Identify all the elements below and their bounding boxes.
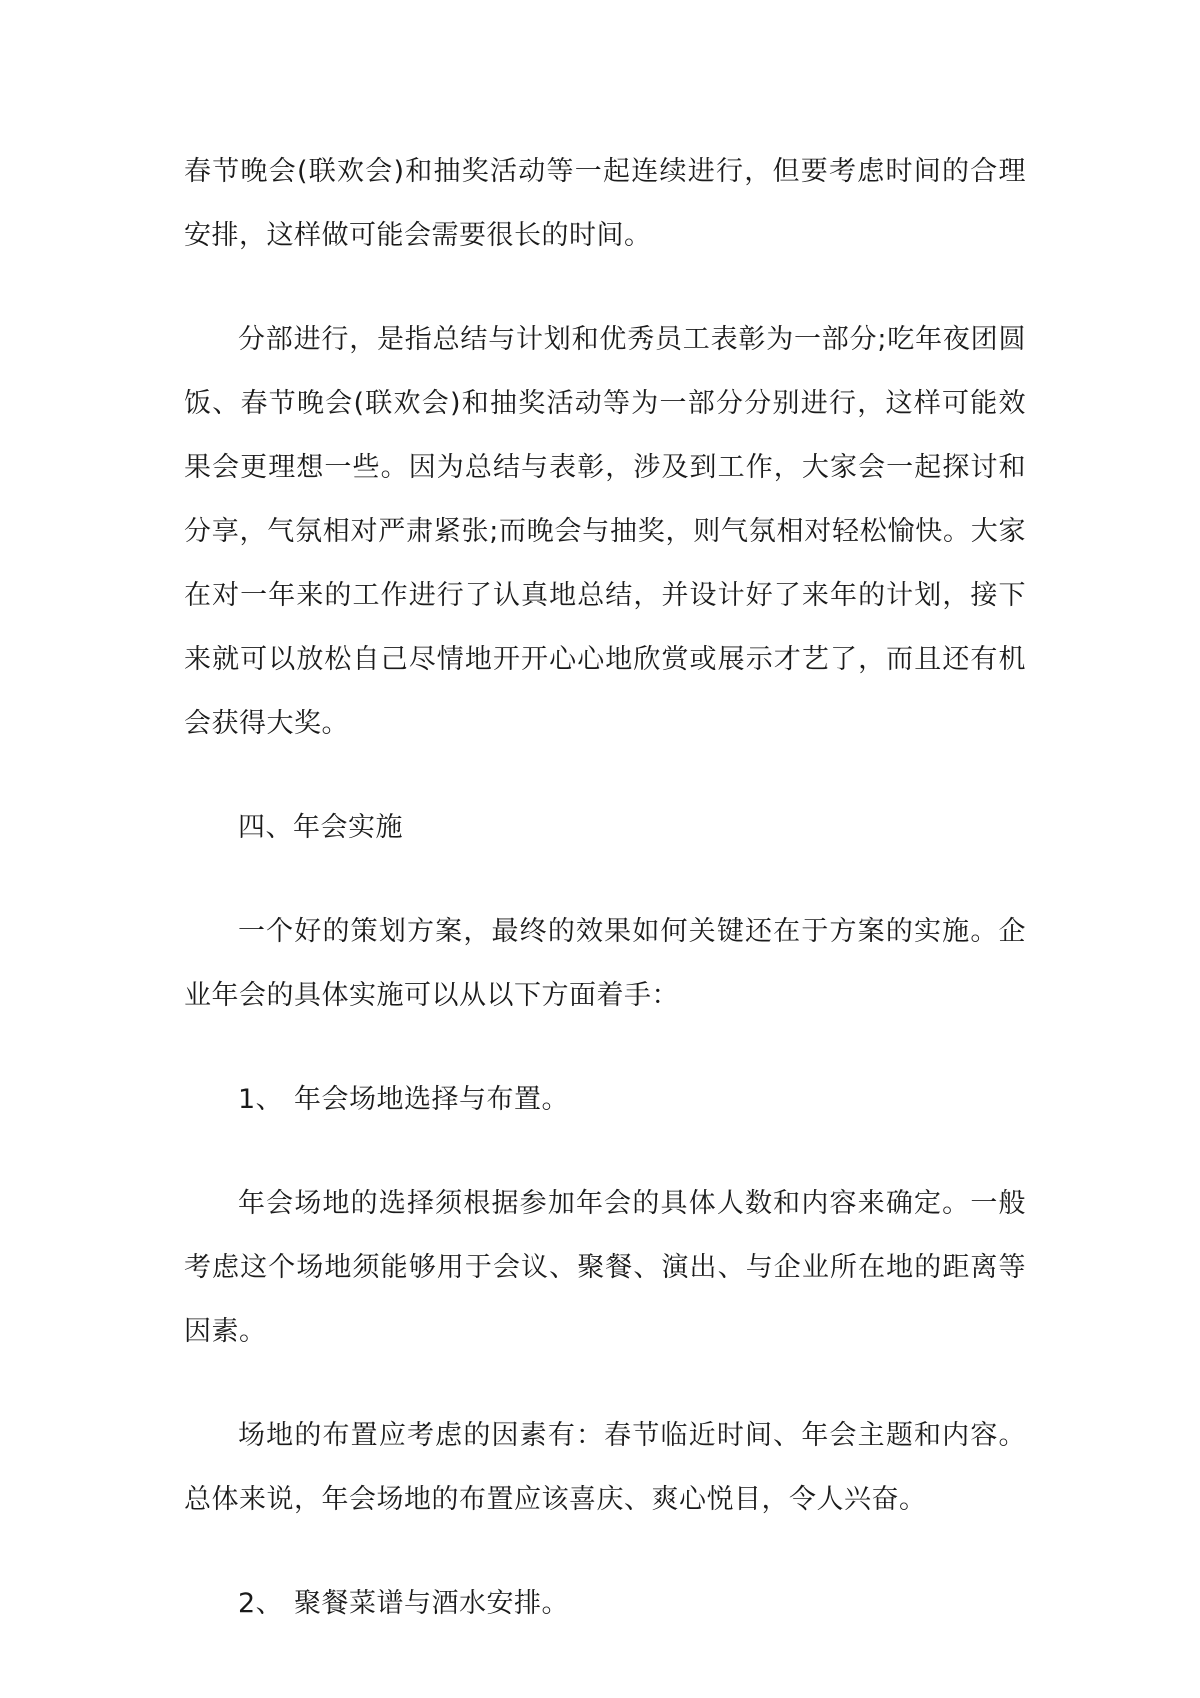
document-page: [184, 140, 1026, 1636]
paragraph-implementation-intro: 一个好的策划方案，最终的效果如何关键还在于方案的实施。企业年会的具体实施可以从以下方面着手：: [184, 916, 1026, 1011]
paragraph-venue-selection: 年会场地的选择须根据参加年会的具体人数和内容来确定。一般考虑这个场地须能够用于会议、聚餐、演出、与企业所在地的距离等因素。: [184, 1188, 1026, 1347]
list-item-text: 聚餐菜谱与酒水安排。: [294, 1588, 569, 1619]
section-heading-implementation: 四、年会实施: [238, 812, 403, 843]
list-number: 2、: [238, 1588, 284, 1619]
list-number: 1、: [238, 1084, 284, 1115]
list-item-venue: [184, 1068, 1026, 1132]
list-item-menu: [184, 1572, 1026, 1636]
paragraph-venue-layout: 场地的布置应考虑的因素有：春节临近时间、年会主题和内容。总体来说，年会场地的布置应该喜庆、爽心悦目，令人兴奋。: [184, 1420, 1026, 1515]
list-item-text: 年会场地选择与布置。: [294, 1084, 569, 1115]
paragraph-continuation: 春节晚会(联欢会)和抽奖活动等一起连续进行，但要考虑时间的合理安排，这样做可能会需要很长的时间。: [184, 156, 1026, 251]
paragraph-grouping-method: 分部进行，是指总结与计划和优秀员工表彰为一部分;吃年夜团圆饭、春节晚会(联欢会)和抽奖活动等为一部分分别进行，这样可能效果会更理想一些。因为总结与表彰，涉及到工作，大家会一起探讨和分享，气氛相对严肃紧张;而晚会与抽奖，则气氛相对轻松愉快。大家在对一年来的工作进行了认真地总结，并设计好了来年的计划，接下来就可以放松自己尽情地开开心心地欣赏或展示才艺了，而且还有机会获得大奖。: [184, 324, 1026, 739]
